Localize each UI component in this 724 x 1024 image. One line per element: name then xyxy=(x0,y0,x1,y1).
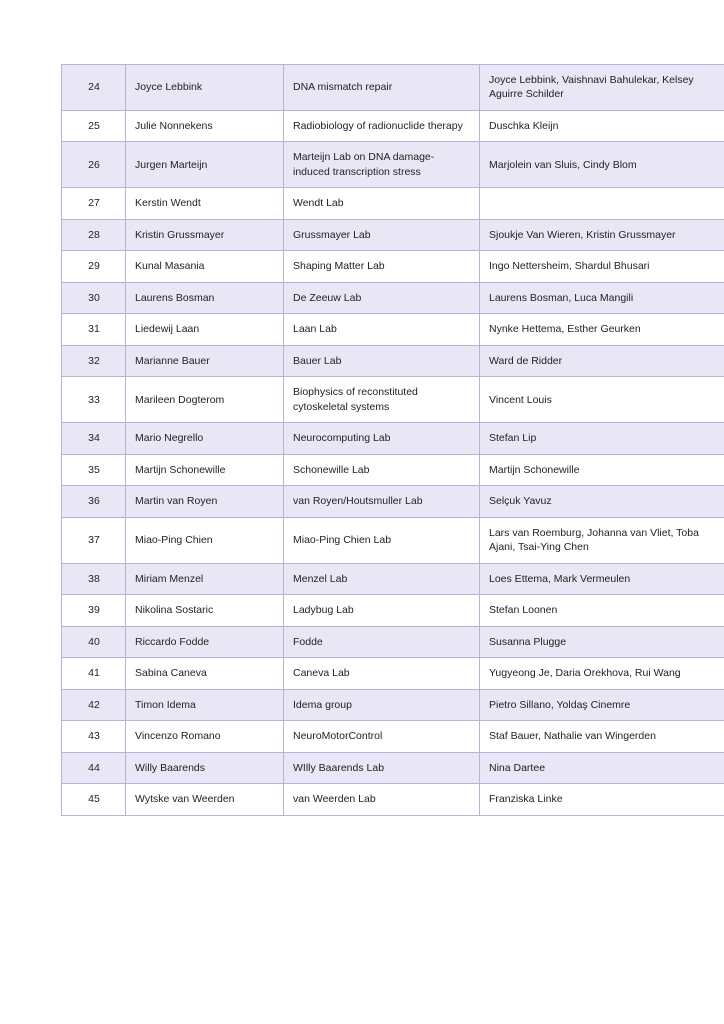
cell-pi-name: Laurens Bosman xyxy=(126,282,284,313)
cell-pi-name: Timon Idema xyxy=(126,689,284,720)
cell-members: Pietro Sillano, Yoldaş Cinemre xyxy=(480,689,724,720)
cell-members: Nina Dartee xyxy=(480,752,724,783)
cell-pi-name: Marianne Bauer xyxy=(126,345,284,376)
cell-number: 40 xyxy=(62,626,126,657)
cell-members: Martijn Schonewille xyxy=(480,454,724,485)
table-row xyxy=(62,345,724,376)
cell-members: Stefan Loonen xyxy=(480,595,724,626)
cell-members: Duschka Kleijn xyxy=(480,110,724,141)
cell-pi-name: Miriam Menzel xyxy=(126,563,284,594)
cell-pi-name: Wytske van Weerden xyxy=(126,784,284,815)
cell-number: 31 xyxy=(62,314,126,345)
cell-members: Sjoukje Van Wieren, Kristin Grussmayer xyxy=(480,219,724,250)
cell-number: 24 xyxy=(62,65,126,111)
cell-number: 36 xyxy=(62,486,126,517)
cell-number: 26 xyxy=(62,142,126,188)
cell-lab-name: van Weerden Lab xyxy=(284,784,480,815)
table-row xyxy=(62,689,724,720)
cell-members: Stefan Lip xyxy=(480,423,724,454)
cell-number: 27 xyxy=(62,188,126,219)
cell-pi-name: Julie Nonnekens xyxy=(126,110,284,141)
cell-lab-name: Marteijn Lab on DNA damage-induced transcription stress xyxy=(284,142,480,188)
cell-lab-name: Neurocomputing Lab xyxy=(284,423,480,454)
cell-lab-name: Radiobiology of radionuclide therapy xyxy=(284,110,480,141)
cell-pi-name: Willy Baarends xyxy=(126,752,284,783)
cell-members: Staf Bauer, Nathalie van Wingerden xyxy=(480,721,724,752)
table-row xyxy=(62,658,724,689)
cell-members: Ingo Nettersheim, Shardul Bhusari xyxy=(480,251,724,282)
cell-pi-name: Liedewij Laan xyxy=(126,314,284,345)
cell-members: Joyce Lebbink, Vaishnavi Bahulekar, Kelsey Aguirre Schilder xyxy=(480,65,724,111)
cell-members: Susanna Plugge xyxy=(480,626,724,657)
cell-members: Franziska Linke xyxy=(480,784,724,815)
table-row xyxy=(62,486,724,517)
cell-lab-name: Bauer Lab xyxy=(284,345,480,376)
table-row xyxy=(62,377,724,423)
cell-pi-name: Kunal Masania xyxy=(126,251,284,282)
cell-lab-name: WIlly Baarends Lab xyxy=(284,752,480,783)
cell-lab-name: Ladybug Lab xyxy=(284,595,480,626)
cell-pi-name: Martijn Schonewille xyxy=(126,454,284,485)
cell-number: 33 xyxy=(62,377,126,423)
cell-lab-name: Idema group xyxy=(284,689,480,720)
cell-members: Selçuk Yavuz xyxy=(480,486,724,517)
cell-pi-name: Miao-Ping Chien xyxy=(126,517,284,563)
table-row xyxy=(62,251,724,282)
table-row xyxy=(62,595,724,626)
cell-pi-name: Mario Negrello xyxy=(126,423,284,454)
cell-pi-name: Joyce Lebbink xyxy=(126,65,284,111)
cell-pi-name: Vincenzo Romano xyxy=(126,721,284,752)
cell-pi-name: Riccardo Fodde xyxy=(126,626,284,657)
cell-lab-name: Miao-Ping Chien Lab xyxy=(284,517,480,563)
cell-lab-name: De Zeeuw Lab xyxy=(284,282,480,313)
cell-members: Laurens Bosman, Luca Mangili xyxy=(480,282,724,313)
table-row xyxy=(62,517,724,563)
cell-pi-name: Jurgen Marteijn xyxy=(126,142,284,188)
table-row xyxy=(62,752,724,783)
cell-pi-name: Sabina Caneva xyxy=(126,658,284,689)
cell-number: 39 xyxy=(62,595,126,626)
cell-members: Yugyeong Je, Daria Orekhova, Rui Wang xyxy=(480,658,724,689)
cell-number: 30 xyxy=(62,282,126,313)
cell-lab-name: van Royen/Houtsmuller Lab xyxy=(284,486,480,517)
cell-lab-name: Shaping Matter Lab xyxy=(284,251,480,282)
cell-members: Ward de Ridder xyxy=(480,345,724,376)
cell-number: 25 xyxy=(62,110,126,141)
table-row xyxy=(62,721,724,752)
table-row xyxy=(62,454,724,485)
cell-number: 28 xyxy=(62,219,126,250)
cell-members: Marjolein van Sluis, Cindy Blom xyxy=(480,142,724,188)
cell-members: Loes Ettema, Mark Vermeulen xyxy=(480,563,724,594)
cell-number: 38 xyxy=(62,563,126,594)
cell-number: 45 xyxy=(62,784,126,815)
cell-lab-name: Grussmayer Lab xyxy=(284,219,480,250)
table-row xyxy=(62,626,724,657)
table-row xyxy=(62,784,724,815)
table-row xyxy=(62,142,724,188)
cell-pi-name: Marileen Dogterom xyxy=(126,377,284,423)
cell-number: 35 xyxy=(62,454,126,485)
cell-lab-name: Wendt Lab xyxy=(284,188,480,219)
cell-lab-name: Laan Lab xyxy=(284,314,480,345)
cell-number: 32 xyxy=(62,345,126,376)
cell-pi-name: Kristin Grussmayer xyxy=(126,219,284,250)
cell-lab-name: Fodde xyxy=(284,626,480,657)
cell-number: 37 xyxy=(62,517,126,563)
cell-members: Vincent Louis xyxy=(480,377,724,423)
cell-lab-name: Caneva Lab xyxy=(284,658,480,689)
cell-pi-name: Kerstin Wendt xyxy=(126,188,284,219)
lab-table xyxy=(61,64,724,816)
table-row xyxy=(62,219,724,250)
cell-lab-name: Schonewille Lab xyxy=(284,454,480,485)
cell-lab-name: Menzel Lab xyxy=(284,563,480,594)
table-row xyxy=(62,314,724,345)
table-row xyxy=(62,563,724,594)
cell-lab-name: DNA mismatch repair xyxy=(284,65,480,111)
table-row xyxy=(62,188,724,219)
table-row xyxy=(62,65,724,111)
cell-pi-name: Martin van Royen xyxy=(126,486,284,517)
table-row xyxy=(62,282,724,313)
cell-members: Lars van Roemburg, Johanna van Vliet, Toba Ajani, Tsai-Ying Chen xyxy=(480,517,724,563)
cell-members xyxy=(480,188,724,219)
cell-number: 44 xyxy=(62,752,126,783)
cell-lab-name: Biophysics of reconstituted cytoskeletal systems xyxy=(284,377,480,423)
table-row xyxy=(62,110,724,141)
lab-table-container xyxy=(61,64,699,816)
lab-table-body xyxy=(62,65,724,816)
table-row xyxy=(62,423,724,454)
cell-number: 42 xyxy=(62,689,126,720)
cell-number: 41 xyxy=(62,658,126,689)
cell-pi-name: Nikolina Sostaric xyxy=(126,595,284,626)
cell-number: 43 xyxy=(62,721,126,752)
cell-number: 29 xyxy=(62,251,126,282)
cell-members: Nynke Hettema, Esther Geurken xyxy=(480,314,724,345)
cell-lab-name: NeuroMotorControl xyxy=(284,721,480,752)
cell-number: 34 xyxy=(62,423,126,454)
